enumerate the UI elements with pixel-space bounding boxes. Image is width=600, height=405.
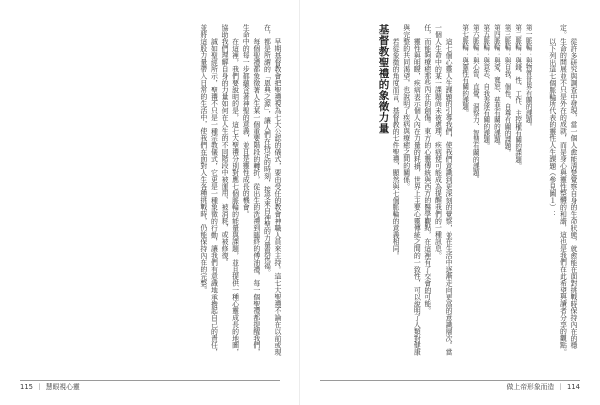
right-paragraph-1: 這七個心靈人生課題的引導我們，使我們意識到更深刻的覺察，並在生活中逐漸走向更高的意識層次。當一個人生命中的某一課題尚未被處理，疾病便可能成為提醒我們的一種訊息。 bbox=[433, 24, 453, 356]
chakra-list-item: 第五脈輪：與意志、自我表達有關的課題。 bbox=[481, 24, 490, 150]
right-intro-paragraph: 從許多研究與調查中發現，當一個人愈能清楚覺察自身的生命狀態，就愈能在面對挑戰時保持內在的穩定。生命的開展並不只是外在的成就，而是身心與靈性整體的和諧，這也是我們在此希望與讀者分享的觀點。 bbox=[558, 24, 577, 356]
right-page bbox=[300, 0, 600, 405]
right-page-number: 114 bbox=[567, 383, 580, 391]
right-footer bbox=[507, 381, 580, 391]
right-page-body bbox=[316, 24, 578, 359]
left-paragraph-3: 在這裡，我們要說明的是，這七大聖禮分別對應七個脈輪的能量與課題，並且提供一種心靈成長的地圖，協助我們理解自身的力量如何在人生的不同階段中被運用、被消耗，或被修復。 bbox=[220, 24, 239, 356]
left-paragraph-1: 早期基督教會把聖禮視為七大公認的儀式，要由受任的教會神職人員來主持。這七大聖禮不論在以前或現在，都是所謂的「恩典之源」，讓人們在特定的時刻，接受來自神聖的力量與祝福。 bbox=[262, 24, 281, 356]
left-page-number: 115 bbox=[20, 383, 33, 391]
left-paragraph-4: 誠如聖經所示，聖禮不只是一種宗教儀式，它更是一種象徵的行動，讓我們有意識地承擔起自己的責任，並將這股力量帶入日常的生活中，使我們在面對人生各種挑戰時，仍能保持內在的完整。 bbox=[198, 24, 218, 356]
section-heading: 基督教聖禮的象徵力量 bbox=[377, 24, 390, 134]
chakra-list-item: 第七脈輪：與靈性有關的課題。 bbox=[460, 24, 469, 117]
chakra-list-item: 第四脈輪：與愛、寬恕、慈悲有關的課題。 bbox=[492, 24, 501, 150]
right-paragraph-4: 若從象徵的角度而言，基督教的七件聖禮，顯然與七個脈輪的意義相同。 bbox=[391, 37, 400, 259]
chakra-list-item: 第一脈輪：與物質世界有關的課題。 bbox=[524, 24, 533, 130]
chakra-list-item: 第六脈輪：與心智、直覺、洞察力、智慧有關的課題。 bbox=[471, 24, 480, 183]
right-paragraph-3: 靈性與明瞭，疾病表示個人內在力量的耗損，世界上主要心靈傳統之間的一致性，可以說明了人類對健康與完整的共同渴望，也說明了疾病與療癒之間的關係。 bbox=[401, 24, 421, 356]
chakra-list-item: 第三脈輪：與自我、個性、自尊有關的課題。 bbox=[503, 24, 512, 156]
left-paragraph-2: 每個聖禮都象徵著人生某一個重要階段的轉折，從出生的洗禮到臨終的傅油禮，每一個聖禮都提醒我們，生命中的每一步都蘊含著神聖的意義，並且是靈性成長的機會。 bbox=[241, 24, 260, 356]
chakra-list-item: 第二脈輪：與錢、性、工作、主控權有關的課題。 bbox=[513, 24, 522, 170]
left-page-body bbox=[30, 24, 282, 359]
left-footer bbox=[20, 381, 80, 391]
left-running-title: 慧眼視心靈 bbox=[45, 383, 80, 391]
left-footer-separator: ｜ bbox=[35, 383, 43, 391]
right-footer-separator: ｜ bbox=[557, 383, 565, 391]
right-paragraph-2: 任，而能夠療癒那些內在的創傷。東方的心靈傳統與西方的醫學觀點，在這裡有了交會的可能。 bbox=[422, 24, 431, 314]
right-running-title: 做上帝形象而造 bbox=[506, 383, 555, 391]
right-lead-paragraph: 以下列出這七個脈輪所代表的靈性人生課題（參見圖１）： bbox=[547, 37, 556, 218]
chakra-list bbox=[459, 24, 533, 359]
